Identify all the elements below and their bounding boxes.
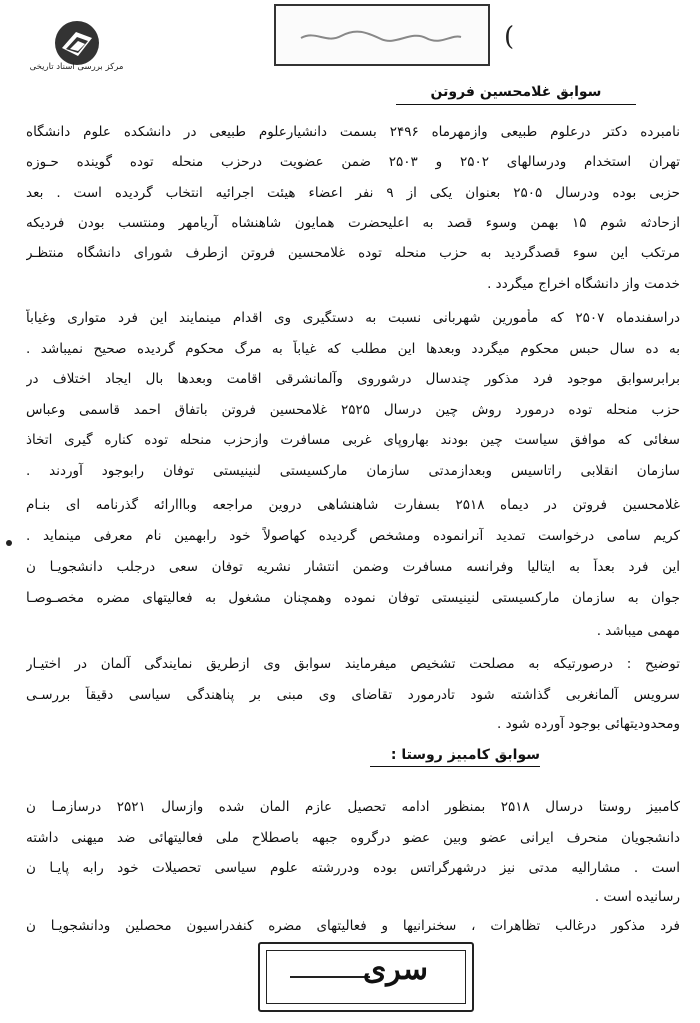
text-line: حزب منحله توده درمورد روش چین درسال ۲۵۲۵ غلامحسین فروتن باتفاق احمد قاسمی وعباس xyxy=(26,402,680,418)
text-line: مرتکب این سوء قصدگردید به حزب منحله توده غلامحسین فروتن ازطرف شورای دانشگاه منتظـر xyxy=(26,245,680,261)
text-line: دراسفندماه ۲۵۰۷ که مأمورین شهربانی نسبت به دستگیری وی اقدام مینمایند این فرد متواری وغیاباً xyxy=(26,310,680,326)
text-line: رسانیده است . xyxy=(594,889,680,905)
text-line: این فرد بعداً به ایتالیا وفرانسه مسافرت وضمن انتشار نشریه توفان سعی درجلب دانشجویـا ن xyxy=(26,559,680,575)
text-line: تهران استخدام ودرسالهای ۲۵۰۲ و ۲۵۰۳ ضمن عضویت درحزب منحله توده گوینده حـوزه xyxy=(26,154,680,170)
stamp-dash xyxy=(290,976,370,978)
stamp-text: سری xyxy=(362,952,428,987)
page-title: سوابق غلامحسین فروتن xyxy=(396,84,636,105)
text-line: کریم سامی درخواست تمدید آنرانموده ومشخص گردیده کهاصولاً خود رابهمین نام معرفی مینماید . xyxy=(26,528,680,544)
archive-logo-icon xyxy=(52,18,102,68)
text-line: به ده سال حبس محکوم میگردد وبعدها این مطلب که غیاباً به مرگ محکوم گردیده صحیح نمیباشد . xyxy=(26,341,680,357)
text-line: ازحادثه شوم ۱۵ بهمن وسوء قصد به اعلیحضرت همایون شاهنشاه آریامهر ومنتسب بودن فردیکه xyxy=(26,215,680,231)
text-line: سرویس آلمانغربی گذاشته شود تادرمورد تقاضای وی مبنی بر پناهندگی سیاسی دقیقاً بررسـی xyxy=(26,687,680,703)
classification-stamp xyxy=(258,942,474,1012)
text-line: سغائی که موافق سیاست چین بودند بهاروپای غربی مسافرت وازحزب منحله توده کناره گیری اتخاذ xyxy=(26,432,680,448)
text-line: مهمی میباشد . xyxy=(596,623,680,639)
section-heading: سوابق کامبیز روستا : xyxy=(370,747,540,767)
text-line: نامبرده دکتر درعلوم طبیعی وازمهرماه ۲۴۹۶ بسمت دانشیارعلوم طبیعی در دانشکده علوم دانشگاه xyxy=(26,124,680,140)
text-line: ومحدودیتهائی بوجود آورده شود . xyxy=(497,716,680,732)
text-line: فرد مذکور درغالب تظاهرات ، سخنرانیها و فعالیتهای مضره کنفدراسیون محصلین ودانشجویـا ن xyxy=(26,918,680,934)
text-line: خدمت واز دانشگاه اخراج میگردد . xyxy=(487,276,680,292)
text-line: غلامحسین فروتن در دیماه ۲۵۱۸ بسفارت شاهنشاهی دروین مراجعه وبااارائه گذرنامه ای بنـام xyxy=(26,497,680,513)
archive-caption: مرکز بررسی اسناد تاریخی xyxy=(29,62,124,72)
text-line: برابرسوابق موجود فرد مذکور چندسال درشوروی وآلمانشرقی اقامت وبعدها بال ایجاد اختلاف در xyxy=(26,371,680,387)
text-line: جوان به سازمان مارکسیستی لنینیستی توفان نموده وهمچنان مشغول به فعالیتهای مضره مخصـوصـا xyxy=(26,590,680,606)
text-line: توضیح : درصورتیکه به مصلحت تشخیص میفرمایند سوابق وی ازطریق نمایندگی آلمان در اختیـار xyxy=(26,656,680,672)
text-line: حزبی بوده ودرسال ۲۵۰۵ بعنوان یکی از ۹ نفر اعضاء هیئت اجرائیه انتخاب گردیده است . بعد xyxy=(26,185,680,201)
paren-mark: ( xyxy=(504,22,515,52)
text-line: است . مشارالیه مدتی نیز درشهرگراتس بوده ودررشته علوم سیاسی تحصیلات خود رابه پایـا ن xyxy=(26,860,680,876)
text-line: کامبیز روستا درسال ۲۵۱۸ بمنظور ادامه تحصیل عازم المان شده وازسال ۲۵۲۱ درسازمـا ن xyxy=(26,799,680,815)
registration-stamp xyxy=(274,4,490,66)
text-line: سازمان انقلابی راتاسیس وبعدازمدتی سازمان مارکسیستی لنینیستی توفان رابوجود آوردند . xyxy=(26,463,680,479)
ink-speck xyxy=(6,540,12,546)
text-line: دانشجویان منحرف ایرانی عضو وبین عضو درگروه جبهه باصطلاح ملی فعالیتهائی ضد میهنی داشته xyxy=(26,830,680,846)
handwritten-scrawl xyxy=(296,26,466,46)
